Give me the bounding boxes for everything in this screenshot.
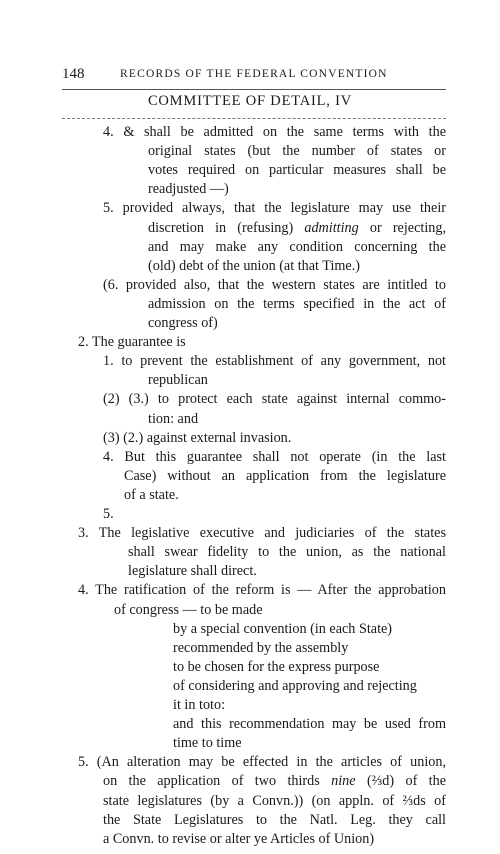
text-line: time to time [173,735,242,752]
text-line: the State Legislatures to the Natl. Leg. they call [103,811,446,828]
text-line: of considering and approving and rejecting [173,677,417,694]
section-rule [62,118,446,119]
text-line: 2. The guarantee is [78,334,186,351]
text-line: votes required on particular measures shall be [148,162,446,179]
text-line: (old) debt of the union (at that Time.) [148,257,360,274]
text-line: legislature shall direct. [128,563,257,580]
text-line: republican [148,372,208,389]
text-line: 4. The ratification of the reform is — After the approbation [78,582,446,599]
text-line: tion: and [148,410,199,427]
text-line: original states (but the number of states or [148,143,446,160]
text-line: and this recommendation may be used from [173,716,446,733]
text-line: to be chosen for the express purpose [173,658,380,675]
text-line: congress of) [148,315,218,331]
text-line: recommended by the assembly [173,639,349,656]
text-line: (6. provided also, that the western states are intitled to [103,276,446,293]
text-line: a Convn. to revise or alter ye Articles of Union) [103,830,375,847]
text-line: 1. to prevent the establishment of any government, not [103,353,446,370]
page-number: 148 [62,66,85,82]
text-line: state legislatures (by a Convn.)) (on appln. of ⅔ds of [103,792,446,809]
text-line: of congress — to be made [114,601,263,618]
section-title: COMMITTEE OF DETAIL, IV [147,93,353,109]
text-line: (3) (2.) against external invasion. [103,429,292,446]
text-line: 4. & shall be admitted on the same terms with the [103,124,446,140]
text-line: Case) without an application from the legislature [124,467,446,484]
text-line: 3. The legislative executive and judiciaries of the states [78,525,446,542]
running-title: RECORDS OF THE FEDERAL CONVENTION [120,68,388,80]
text-line: on the application of two thirds nine (⅔d) of the [103,773,446,790]
text-line: 4. But this guarantee shall not operate (in the last [103,448,446,465]
text-line: by a special convention (in each State) [173,620,393,637]
text-line: of a state. [124,486,179,503]
header-rule [62,89,446,90]
text-line: admission on the terms specified in the act of [148,295,446,312]
text-line: 5. [103,506,114,522]
text-line: discretion in (refusing) admitting or rejecting, [148,219,447,236]
text-line: and may make any condition concerning the [148,238,446,255]
text-line: 5. (An alteration may be effected in the articles of union, [78,754,446,771]
text-line: readjusted —) [148,181,229,198]
text-line: (2) (3.) to protect each state against internal commo- [103,391,446,408]
text-line: shall swear fidelity to the union, as the national [128,544,446,561]
text-line: it in toto: [173,697,226,713]
text-line: 5. provided always, that the legislature may use their [103,200,446,217]
